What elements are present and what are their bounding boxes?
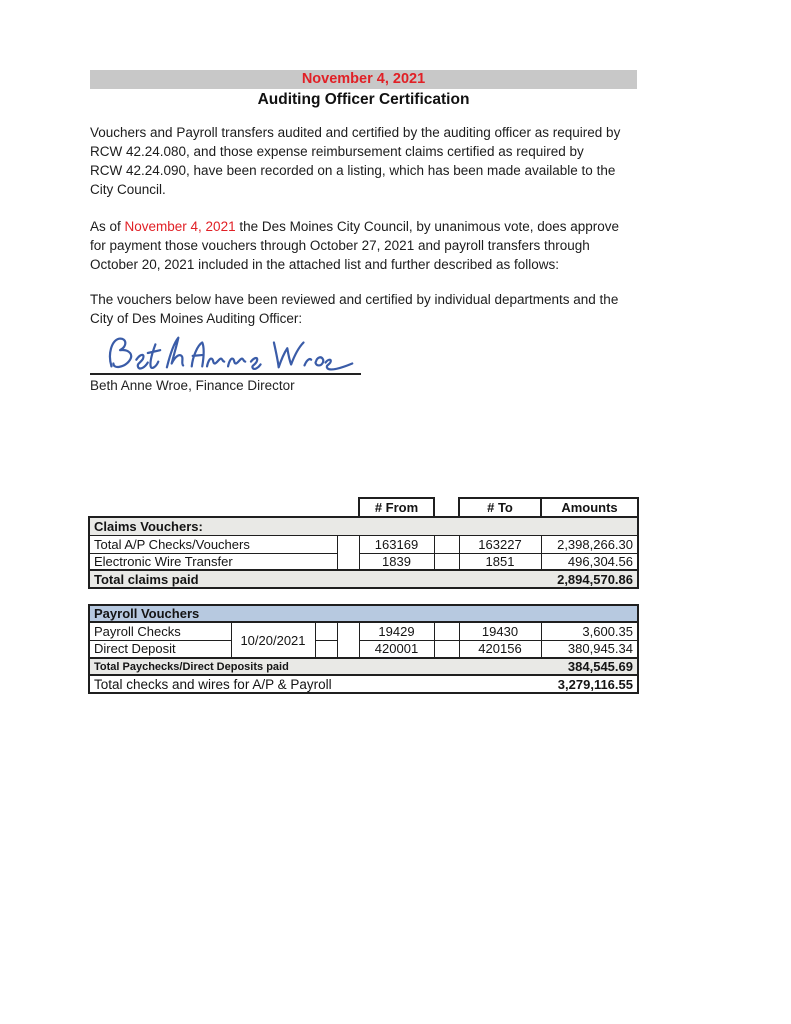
claims-row-to: 1851 [459,553,541,570]
payroll-date-cell: 10/20/2021 [231,622,315,658]
payroll-total-label: Total Paychecks/Direct Deposits paid [94,660,289,673]
header-amounts: Amounts [541,498,638,517]
approval-date-red: November 4, 2021 [124,219,236,234]
claims-row-to: 163227 [459,535,541,553]
paragraph-line: The vouchers below have been reviewed and certified by individual departments and the [90,292,619,307]
spacer-cell [337,535,359,553]
claims-section-row [89,517,638,535]
claims-total-cell [89,570,638,588]
header-empty-cell [89,498,359,517]
table-header-row [89,498,638,517]
payroll-section-row [89,605,638,622]
gap-cell [434,535,459,553]
table-row [89,622,638,640]
claims-row-from: 163169 [359,535,434,553]
payroll-total-row [89,658,638,675]
spacer-cell [337,622,359,640]
payroll-total-amount: 384,545.69 [567,659,633,674]
page-title: Auditing Officer Certification [257,91,470,108]
gap-cell [434,622,459,640]
spacer-cell [337,640,359,658]
approval-prefix: As of [90,219,125,234]
claims-total-row [89,570,638,588]
claims-section-label: Claims Vouchers: [89,517,638,535]
paragraph-line: City of Des Moines Auditing Officer: [90,311,303,326]
section-spacer-row [89,588,638,605]
vouchers-table [88,497,639,694]
payroll-section-label: Payroll Vouchers [89,605,638,622]
payroll-row-amount: 3,600.35 [541,622,638,640]
gap-cell [315,640,337,658]
grand-total-cell [89,675,638,693]
claims-total-amount: 2,894,570.86 [557,571,633,587]
payroll-row-from: 420001 [359,640,434,658]
payroll-total-cell [89,658,638,675]
claims-row-amount: 2,398,266.30 [541,535,638,553]
claims-row-amount: 496,304.56 [541,553,638,570]
paragraph-review [90,290,637,328]
payroll-row-to: 19430 [459,622,541,640]
paragraph-line: Vouchers and Payroll transfers audited and certified by the auditing officer as required by [90,125,621,140]
header-to: # To [459,498,541,517]
gap-cell [434,640,459,658]
payroll-row-amount: 380,945.34 [541,640,638,658]
signature-line [90,373,361,375]
paragraph-line: October 20, 2021 included in the attached list and further described as follows: [90,257,560,272]
table-row [89,553,638,570]
paragraph-approval [90,217,637,274]
claims-row-label: Electronic Wire Transfer [89,553,337,570]
gap-cell [315,622,337,640]
date-banner [90,70,637,89]
spacer-cell [89,588,638,605]
header-from: # From [359,498,434,517]
claims-total-label: Total claims paid [94,571,199,587]
grand-total-amount: 3,279,116.55 [557,676,633,692]
table-row [89,640,638,658]
payroll-row-label: Direct Deposit [89,640,231,658]
banner-date-text: November 4, 2021 [301,71,426,87]
paragraph-line [90,217,637,236]
approval-line1-rest: the Des Moines City Council, by unanimous vote, does approve [235,219,620,234]
paragraph-line: for payment those vouchers through October 27, 2021 and payroll transfers through [90,238,590,253]
header-gap-cell [434,498,459,517]
gap-cell [434,553,459,570]
grand-total-row [89,675,638,693]
paragraph-line: City Council. [90,182,166,197]
table-row [89,535,638,553]
paragraph-certification [90,123,637,199]
payroll-row-to: 420156 [459,640,541,658]
paragraph-line: RCW 42.24.080, and those expense reimbursement claims certified as required by [90,144,584,159]
signature-handwriting-icon [100,331,358,375]
paragraph-line: RCW 42.24.090, have been recorded on a listing, which has been made available to the [90,163,616,178]
signature-caption: Beth Anne Wroe, Finance Director [90,378,295,393]
payroll-row-label: Payroll Checks [89,622,231,640]
claims-row-from: 1839 [359,553,434,570]
spacer-cell [337,553,359,570]
grand-total-label: Total checks and wires for A/P & Payroll [94,676,332,692]
payroll-row-from: 19429 [359,622,434,640]
claims-row-label: Total A/P Checks/Vouchers [89,535,337,553]
